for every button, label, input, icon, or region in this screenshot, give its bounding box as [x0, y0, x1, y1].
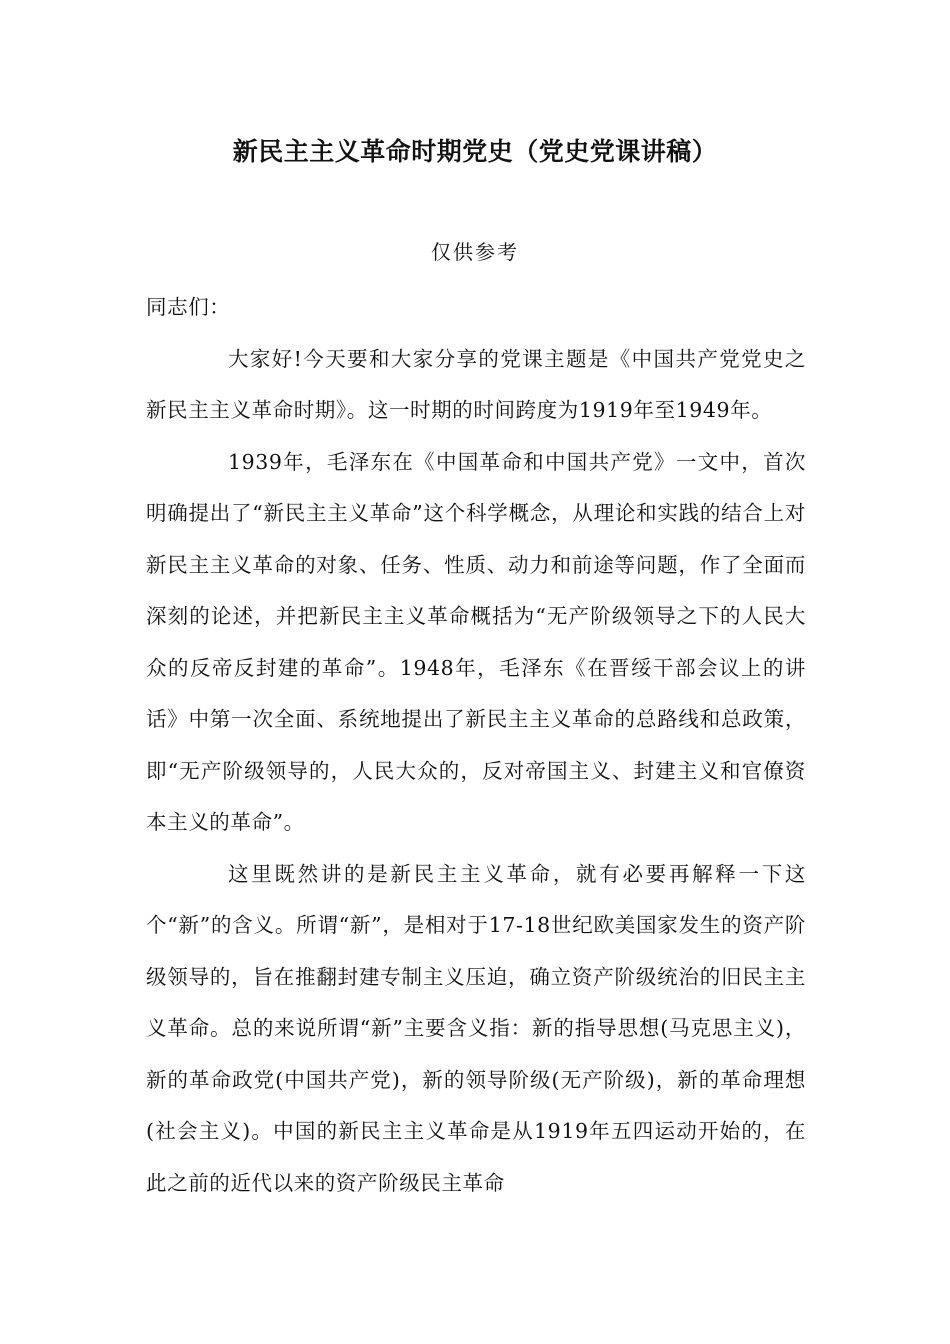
- document-title: 新民主主义革命时期党史（党史党课讲稿）: [232, 137, 718, 166]
- paragraph-1: 大家好!今天要和大家分享的党课主题是《中国共产党党史之新民主主义革命时期》。这一时期的时间跨度为1919年至1949年。: [146, 346, 806, 422]
- document-subtitle: 仅供参考: [431, 240, 519, 264]
- salutation: 同志们：: [146, 295, 231, 319]
- paragraph-2: 1939年，毛泽东在《中国革命和中国共产党》一文中，首次明确提出了“新民主主义革命”这个科学概念，从理论和实践的结合上对新民主主义革命的对象、任务、性质、动力和前途等问题，作了全面而深刻的论述，并把新民主主义革命概括为“无产阶级领导之下的人民大众的反帝反封建的革命”。1948年，毛泽东《在晋绥干部会议上的讲话》中第一次全面、系统地提出了新民主主义革命的总路线和总政策，即“无产阶级领导的，人民大众的，反对帝国主义、封建主义和官僚资本主义的革命”。: [146, 449, 806, 834]
- document-body: [146, 282, 806, 1209]
- paragraph-3: 这里既然讲的是新民主主义革命，就有必要再解释一下这个“新”的含义。所谓“新”，是相对于17-18世纪欧美国家发生的资产阶级领导的，旨在推翻封建专制主义压迫，确立资产阶级统治的旧民主主义革命。总的来说所谓“新”主要含义指：新的指导思想(马克思主义)，新的革命政党(中国共产党)，新的领导阶级(无产阶级)，新的革命理想(社会主义)。中国的新民主主义革命是从1919年五四运动开始的，在此之前的近代以来的资产阶级民主革命: [146, 861, 806, 1195]
